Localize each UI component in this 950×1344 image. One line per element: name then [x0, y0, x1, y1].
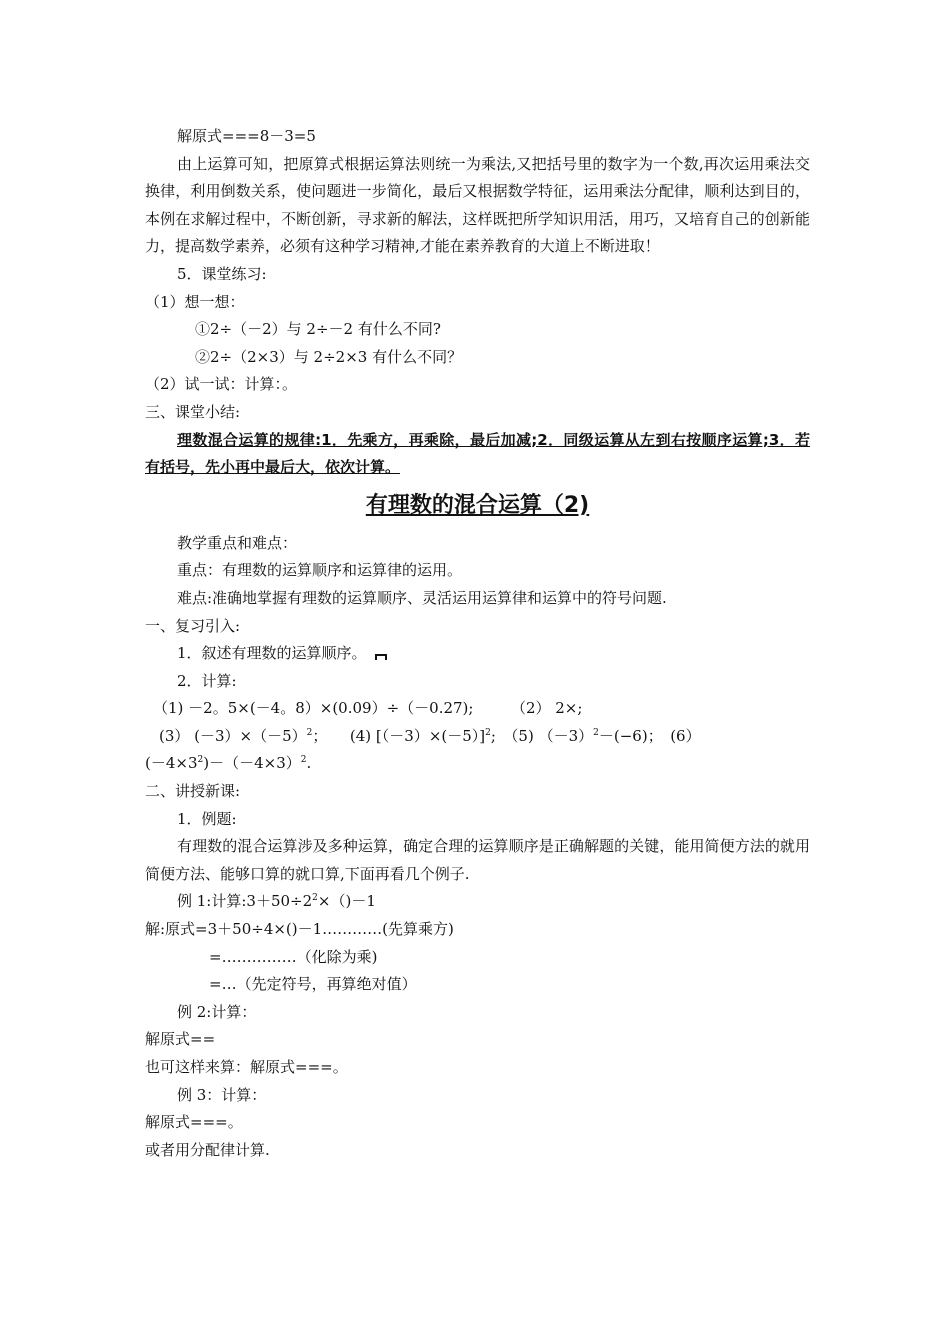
exponent: 2: [197, 755, 204, 766]
example-3-solution: 解原式===。: [145, 1113, 243, 1132]
exercise-6: (－4×3: [145, 754, 198, 773]
new-lesson-heading: 二、讲授新课:: [145, 782, 241, 801]
example-1-b: ×（)－1: [317, 892, 376, 911]
focus-heading: 教学重点和难点：: [177, 533, 298, 552]
key-point: 重点：有理数的运算顺序和运算律的运用。: [177, 561, 463, 580]
review-item-1: [145, 640, 810, 668]
exercise-4: ； (4) [（－3）×(－5）]: [312, 726, 486, 745]
example-2: 例 2:计算：: [177, 1002, 257, 1021]
example-2-alt: 也可这样来算：解原式===。: [145, 1058, 348, 1076]
question-1: ①2÷（－2）与 2÷－2 有什么不同?: [195, 320, 441, 339]
exercise-5-tail: －(−6)； (6）: [598, 726, 701, 745]
example-2-solution: 解原式==: [145, 1030, 216, 1049]
exponent: 2: [300, 755, 307, 766]
exercise-6-end: .: [306, 754, 312, 773]
example-3: 例 3：计算：: [177, 1085, 267, 1104]
think-heading: （1）想一想：: [145, 292, 245, 311]
summary-heading: 三、课堂小结:: [145, 402, 241, 421]
bracket-marker-icon: [375, 654, 387, 660]
example-1-step-2: =……………（化除为乘): [209, 947, 378, 966]
example-1-step-3: =…（先定符号，再算绝对值）: [209, 975, 417, 994]
exponent: 2: [306, 727, 313, 738]
example-3-alt: 或者用分配律计算.: [145, 1140, 270, 1159]
examples-intro: 有理数的混合运算涉及多种运算，确定合理的运算顺序是正确解题的关键，能用简便方法的就用简便方法、能够口算的就口算,下面再看几个例子.: [145, 837, 810, 883]
examples-heading: 1．例题:: [177, 809, 237, 828]
review-item-2: 2．计算:: [177, 671, 237, 690]
example-1-a: 例 1:计算:3＋50÷2: [177, 892, 313, 911]
section-title: 有理数的混合运算（2): [365, 492, 590, 518]
summary-rule: 理数混合运算的规律:1．先乘方，再乘除，最后加减;2．同级运算从左到右按顺序运算;3．若有括号，先小再中最后大，依次计算。: [145, 430, 810, 477]
exercise-6-mid: )－（－4×3）: [203, 754, 301, 773]
difficult-point: 难点:准确地掌握有理数的运算顺序、灵活运用运算律和运算中的符号问题.: [177, 588, 667, 607]
exercise-line-2: [145, 723, 810, 751]
question-2: ②2÷（2×3）与 2÷2×3 有什么不同？: [195, 347, 463, 366]
exercise-3: (3） (－3）×（－5）: [159, 726, 307, 745]
exercise-5: ; （5) （－3）: [490, 726, 594, 745]
exponent: 2: [485, 727, 491, 738]
solution-line: 解原式===8－3=5: [177, 127, 316, 145]
analysis-paragraph: 由上运算可知，把原算式根据运算法则统一为乘法,又把括号里的数字为一个数,再次运用乘法交换律，利用倒数关系，使问题进一步简化，最后又根据数学特征，运用乘法分配律，顺利达到目的，本例在求解过程中，不断创新，寻求新的解法，这样既把所学知识用活，用巧，又培育自己的创新能力，提高数学素养，必须有这种学习精神,才能在素养教育的大道上不断进取！: [145, 154, 810, 256]
document-body: [145, 123, 810, 1164]
review-item-1-text: 1．叙述有理数的运算顺序。: [177, 644, 367, 663]
exercise-line-1: （1) －2。5×(－4。8）×(0.09）÷（－0.27); （2） 2×;: [153, 699, 583, 718]
example-1-step-1: 解:原式=3＋50÷4×()－1…………(先算乘方): [145, 920, 454, 939]
exponent: 2: [593, 727, 599, 738]
review-heading: 一、复习引入:: [145, 616, 241, 635]
try-heading: （2）试一试：计算：。: [145, 375, 298, 394]
exponent: 2: [312, 893, 318, 904]
practice-heading: 5．课堂练习:: [177, 264, 267, 283]
example-1: [145, 888, 810, 916]
exercise-line-3: [145, 750, 810, 778]
